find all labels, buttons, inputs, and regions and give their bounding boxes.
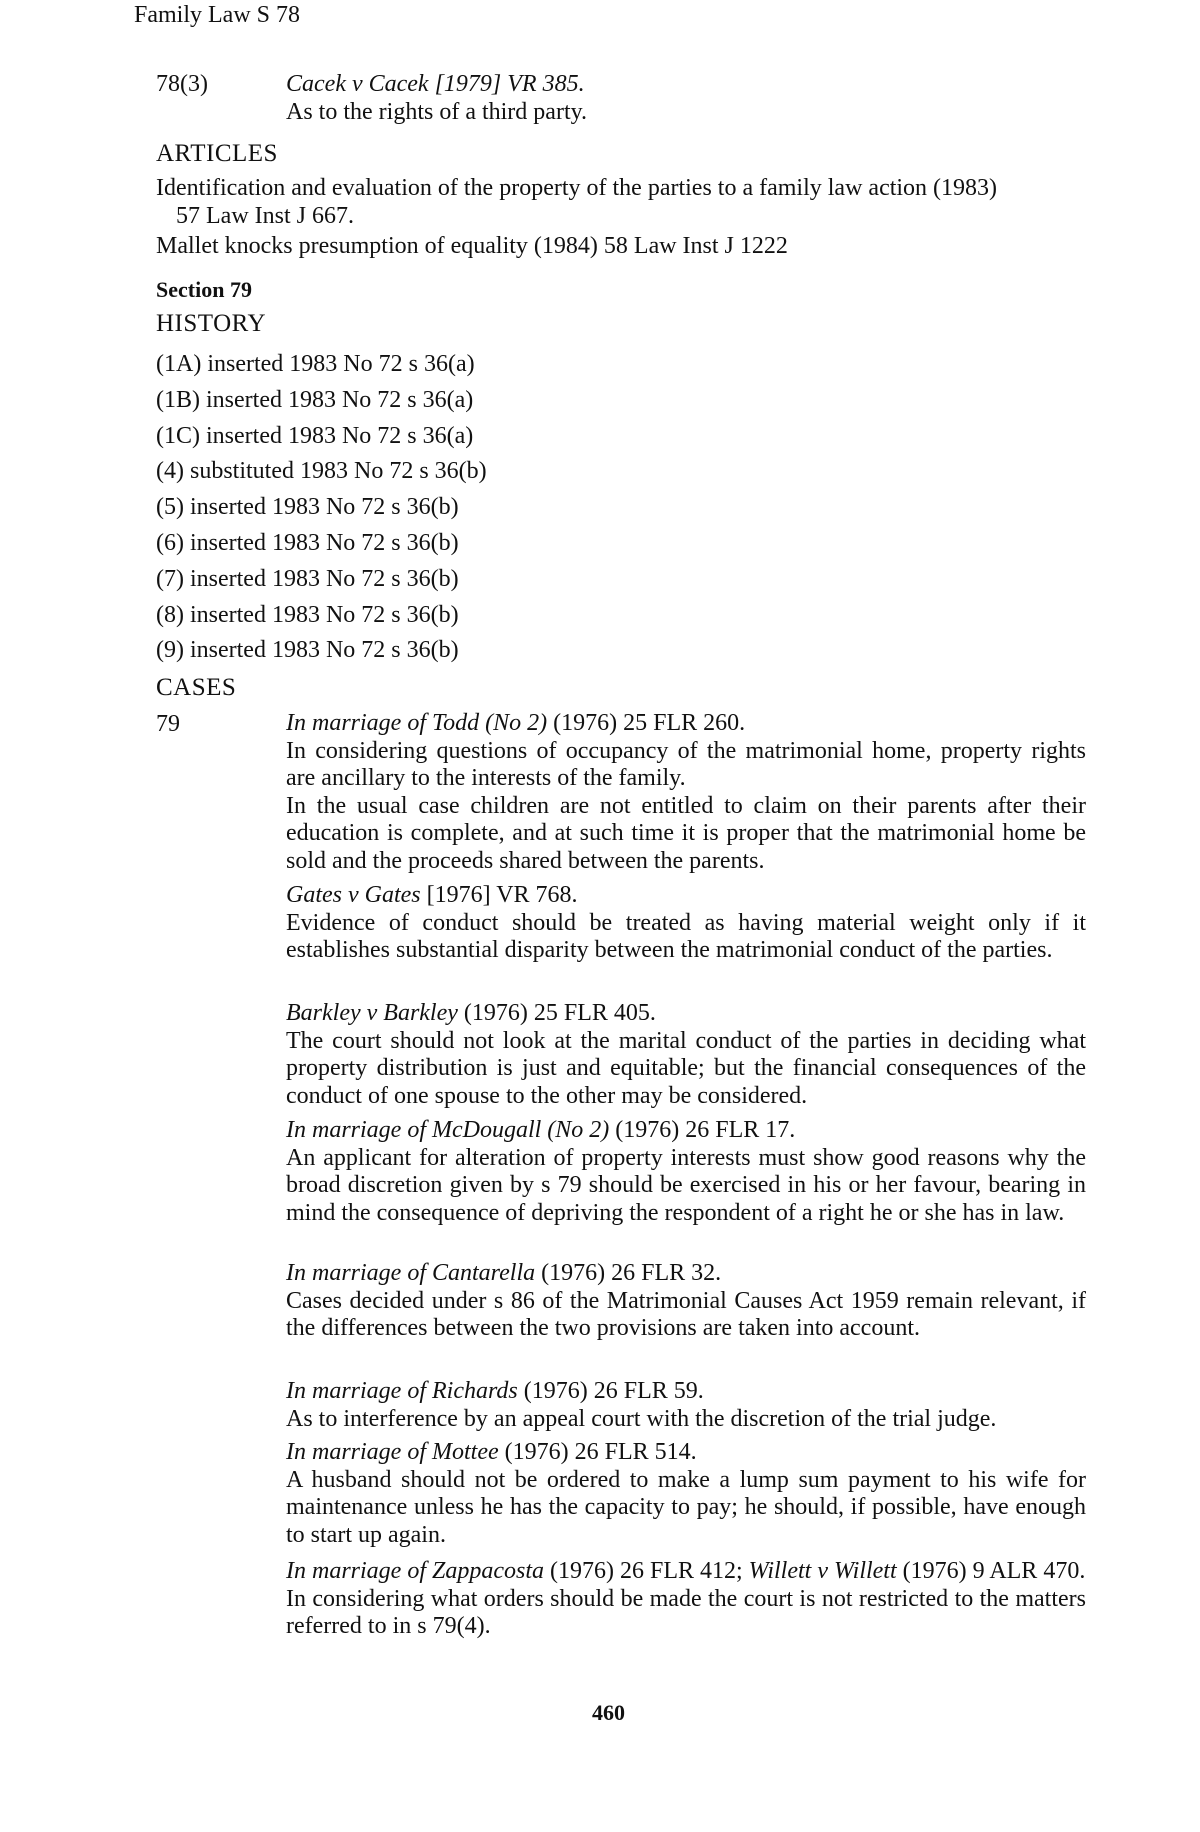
case-name: In marriage of Richards — [286, 1378, 518, 1404]
history-item: (1A) inserted 1983 No 72 s 36(a) — [156, 351, 475, 377]
page-number: 460 — [592, 1700, 625, 1725]
case-citation — [286, 1000, 1086, 1028]
case-citation — [286, 1439, 1086, 1467]
s78-citation — [286, 70, 585, 98]
case-report: (1976) 25 FLR 405. — [457, 1000, 656, 1026]
history-item: (7) inserted 1983 No 72 s 36(b) — [156, 566, 459, 592]
case-name: Barkley v Barkley — [286, 1000, 458, 1026]
case-citation — [286, 1117, 1086, 1145]
case-note: Cases decided under s 86 of the Matrimonial Causes Act 1959 remain relevant, if the differences between the two provisions are taken into account. — [286, 1287, 1086, 1341]
article-item: 57 Law Inst J 667. — [176, 203, 354, 229]
case-citation — [286, 710, 1086, 738]
case-report: (1976) 25 FLR 260. — [547, 710, 746, 736]
history-item: (8) inserted 1983 No 72 s 36(b) — [156, 602, 459, 628]
case-name: In marriage of Zappacosta — [286, 1558, 544, 1584]
article-item: Mallet knocks presumption of equality (1984) 58 Law Inst J 1222 — [156, 233, 788, 259]
case-name: In marriage of Todd (No 2) — [286, 710, 548, 736]
s78-citation-text: Cacek v Cacek [1979] VR 385. — [286, 71, 585, 97]
case-report: (1976) 26 FLR 59. — [517, 1378, 704, 1404]
case-note: In the usual case children are not entitled to claim on their parents after their education is complete, and at such time it is proper that the matrimonial home be sold and the proceeds shared between the parents. — [286, 792, 1086, 874]
case-report: (1976) 26 FLR 514. — [498, 1439, 697, 1465]
case-note: An applicant for alteration of property interests must show good reasons why the broad discretion given by s 79 should be exercised in his or her favour, bearing in mind the consequence of depriving the respondent of a right he or she has in law. — [286, 1144, 1086, 1226]
case-entry — [286, 882, 1086, 965]
section-label: Section 79 — [156, 277, 252, 302]
case-report: (1976) 26 FLR 32. — [535, 1260, 722, 1286]
case-name: Gates v Gates — [286, 882, 421, 908]
case-name: In marriage of Cantarella — [286, 1260, 536, 1286]
case-entry — [286, 1439, 1086, 1549]
case-entry — [286, 1260, 1086, 1343]
history-item: (1B) inserted 1983 No 72 s 36(a) — [156, 387, 474, 413]
case-citation — [286, 1260, 1086, 1288]
case-name: Willett v Willett — [748, 1558, 897, 1584]
case-note: Evidence of conduct should be treated as having material weight only if it establishes substantial disparity between the matrimonial conduct of the parties. — [286, 909, 1086, 963]
history-item: (1C) inserted 1983 No 72 s 36(a) — [156, 423, 474, 449]
history-item: (9) inserted 1983 No 72 s 36(b) — [156, 637, 459, 663]
case-note: A husband should not be ordered to make a lump sum payment to his wife for maintenance unless he has the capacity to pay; he should, if possible, have enough to start up again. — [286, 1466, 1086, 1548]
case-citation — [286, 882, 1086, 910]
history-item: (6) inserted 1983 No 72 s 36(b) — [156, 530, 459, 556]
history-heading: HISTORY — [156, 310, 267, 337]
history-item: (4) substituted 1983 No 72 s 36(b) — [156, 458, 487, 484]
case-note: The court should not look at the marital conduct of the parties in deciding what property distribution is just and equitable; but the financial consequences of the conduct of one spouse to the other may be considered. — [286, 1027, 1086, 1109]
case-entry — [286, 710, 1086, 875]
case-entry — [286, 1117, 1086, 1227]
case-name: In marriage of McDougall (No 2) — [286, 1117, 610, 1143]
case-entry — [286, 1378, 1086, 1433]
article-item: Identification and evaluation of the property of the parties to a family law action (1983) — [156, 175, 998, 201]
history-item: (5) inserted 1983 No 72 s 36(b) — [156, 494, 459, 520]
case-report: (1976) 9 ALR 470. — [896, 1558, 1086, 1584]
case-entry — [286, 1558, 1086, 1641]
cases-heading: CASES — [156, 674, 237, 701]
case-note: As to interference by an appeal court with the discretion of the trial judge. — [286, 1405, 997, 1432]
articles-heading: ARTICLES — [156, 140, 278, 167]
case-note: In considering what orders should be made the court is not restricted to the matters referred to in s 79(4). — [286, 1585, 1086, 1639]
case-citation — [286, 1558, 1086, 1586]
case-note: In considering questions of occupancy of the matrimonial home, property rights are ancillary to the interests of the family. — [286, 737, 1086, 791]
case-report: [1976] VR 768. — [420, 882, 578, 908]
cases-ref: 79 — [156, 711, 180, 737]
case-citation — [286, 1378, 1086, 1406]
s78-note: As to the rights of a third party. — [286, 99, 588, 125]
case-report: (1976) 26 FLR 412; — [544, 1558, 749, 1584]
s78-ref: 78(3) — [156, 71, 208, 97]
case-entry — [286, 1000, 1086, 1110]
case-name: In marriage of Mottee — [286, 1439, 499, 1465]
running-head: Family Law S 78 — [134, 2, 300, 28]
case-report: (1976) 26 FLR 17. — [609, 1117, 796, 1143]
